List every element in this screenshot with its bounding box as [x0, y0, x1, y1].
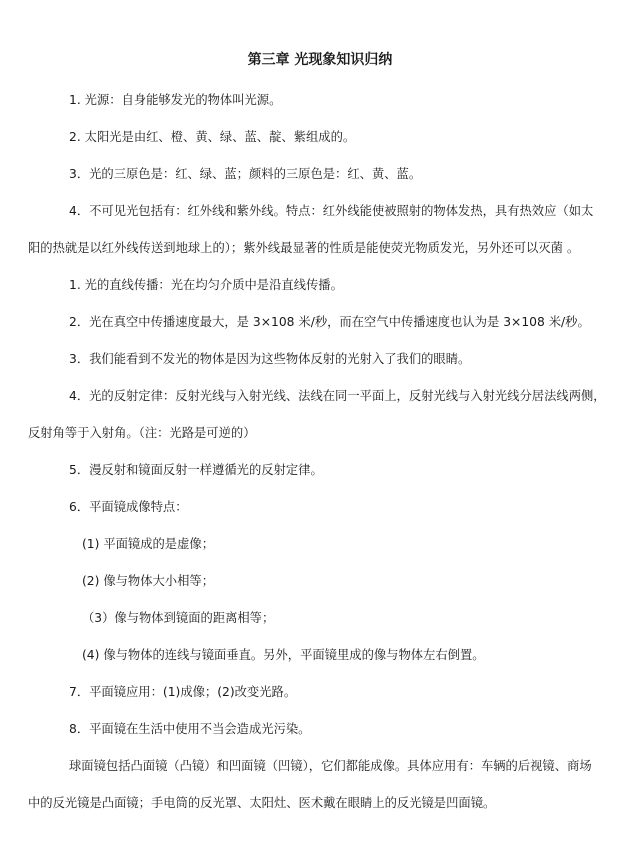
paragraph-line: 6．平面镜成像特点： [69, 500, 188, 514]
list-item: (2) 像与物体大小相等； [82, 574, 214, 588]
paragraph-line: 中的反光镜是凸面镜；手电筒的反光罩、太阳灶、医术戴在眼睛上的反光镜是凹面镜。 [28, 796, 496, 810]
paragraph-line: 2．光在真空中传播速度最大，是 3×108 米/秒，而在空气中传播速度也认为是 3×108 米/秒。 [69, 315, 590, 329]
paragraph-line: 5．漫反射和镜面反射一样遵循光的反射定律。 [69, 463, 323, 477]
paragraph-line: 3．我们能看到不发光的物体是因为这些物体反射的光射入了我们的眼睛。 [69, 352, 471, 366]
chapter-title: 第三章 光现象知识归纳 [247, 52, 393, 68]
paragraph-line: 3．光的三原色是：红、绿、蓝；颜料的三原色是：红、黄、蓝。 [69, 167, 422, 181]
paragraph-line: 2. 太阳光是由红、橙、黄、绿、蓝、靛、紫组成的。 [69, 130, 356, 144]
paragraph-line: 7．平面镜应用：(1)成像；(2)改变光路。 [69, 685, 297, 699]
paragraph-line: 反射角等于入射角。（注：光路是可逆的） [28, 426, 256, 440]
list-item: (1) 平面镜成的是虚像； [82, 537, 214, 551]
paragraph-line: 4．不可见光包括有：红外线和紫外线。特点：红外线能使被照射的物体发热，具有热效应（如太 [69, 204, 594, 218]
list-item: （3）像与物体到镜面的距离相等； [82, 611, 275, 625]
paragraph-line: 8．平面镜在生活中使用不当会造成光污染。 [69, 722, 311, 736]
paragraph-line: 球面镜包括凸面镜（凸镜）和凹面镜（凹镜），它们都能成像。具体应用有：车辆的后视镜、商场 [69, 759, 592, 773]
paragraph-line: 1. 光源：自身能够发光的物体叫光源。 [69, 93, 282, 107]
list-item: (4) 像与物体的连线与镜面垂直。另外，平面镜里成的像与物体左右倒置。 [82, 648, 485, 662]
paragraph-line: 阳的热就是以红外线传送到地球上的）；紫外线最显著的性质是能使荧光物质发光，另外还可以灭菌 。 [28, 241, 580, 255]
paragraph-line: 4．光的反射定律：反射光线与入射光线、法线在同一平面上，反射光线与入射光线分居法线两侧， [69, 389, 606, 403]
paragraph-line: 1. 光的直线传播：光在均匀介质中是沿直线传播。 [69, 278, 343, 292]
